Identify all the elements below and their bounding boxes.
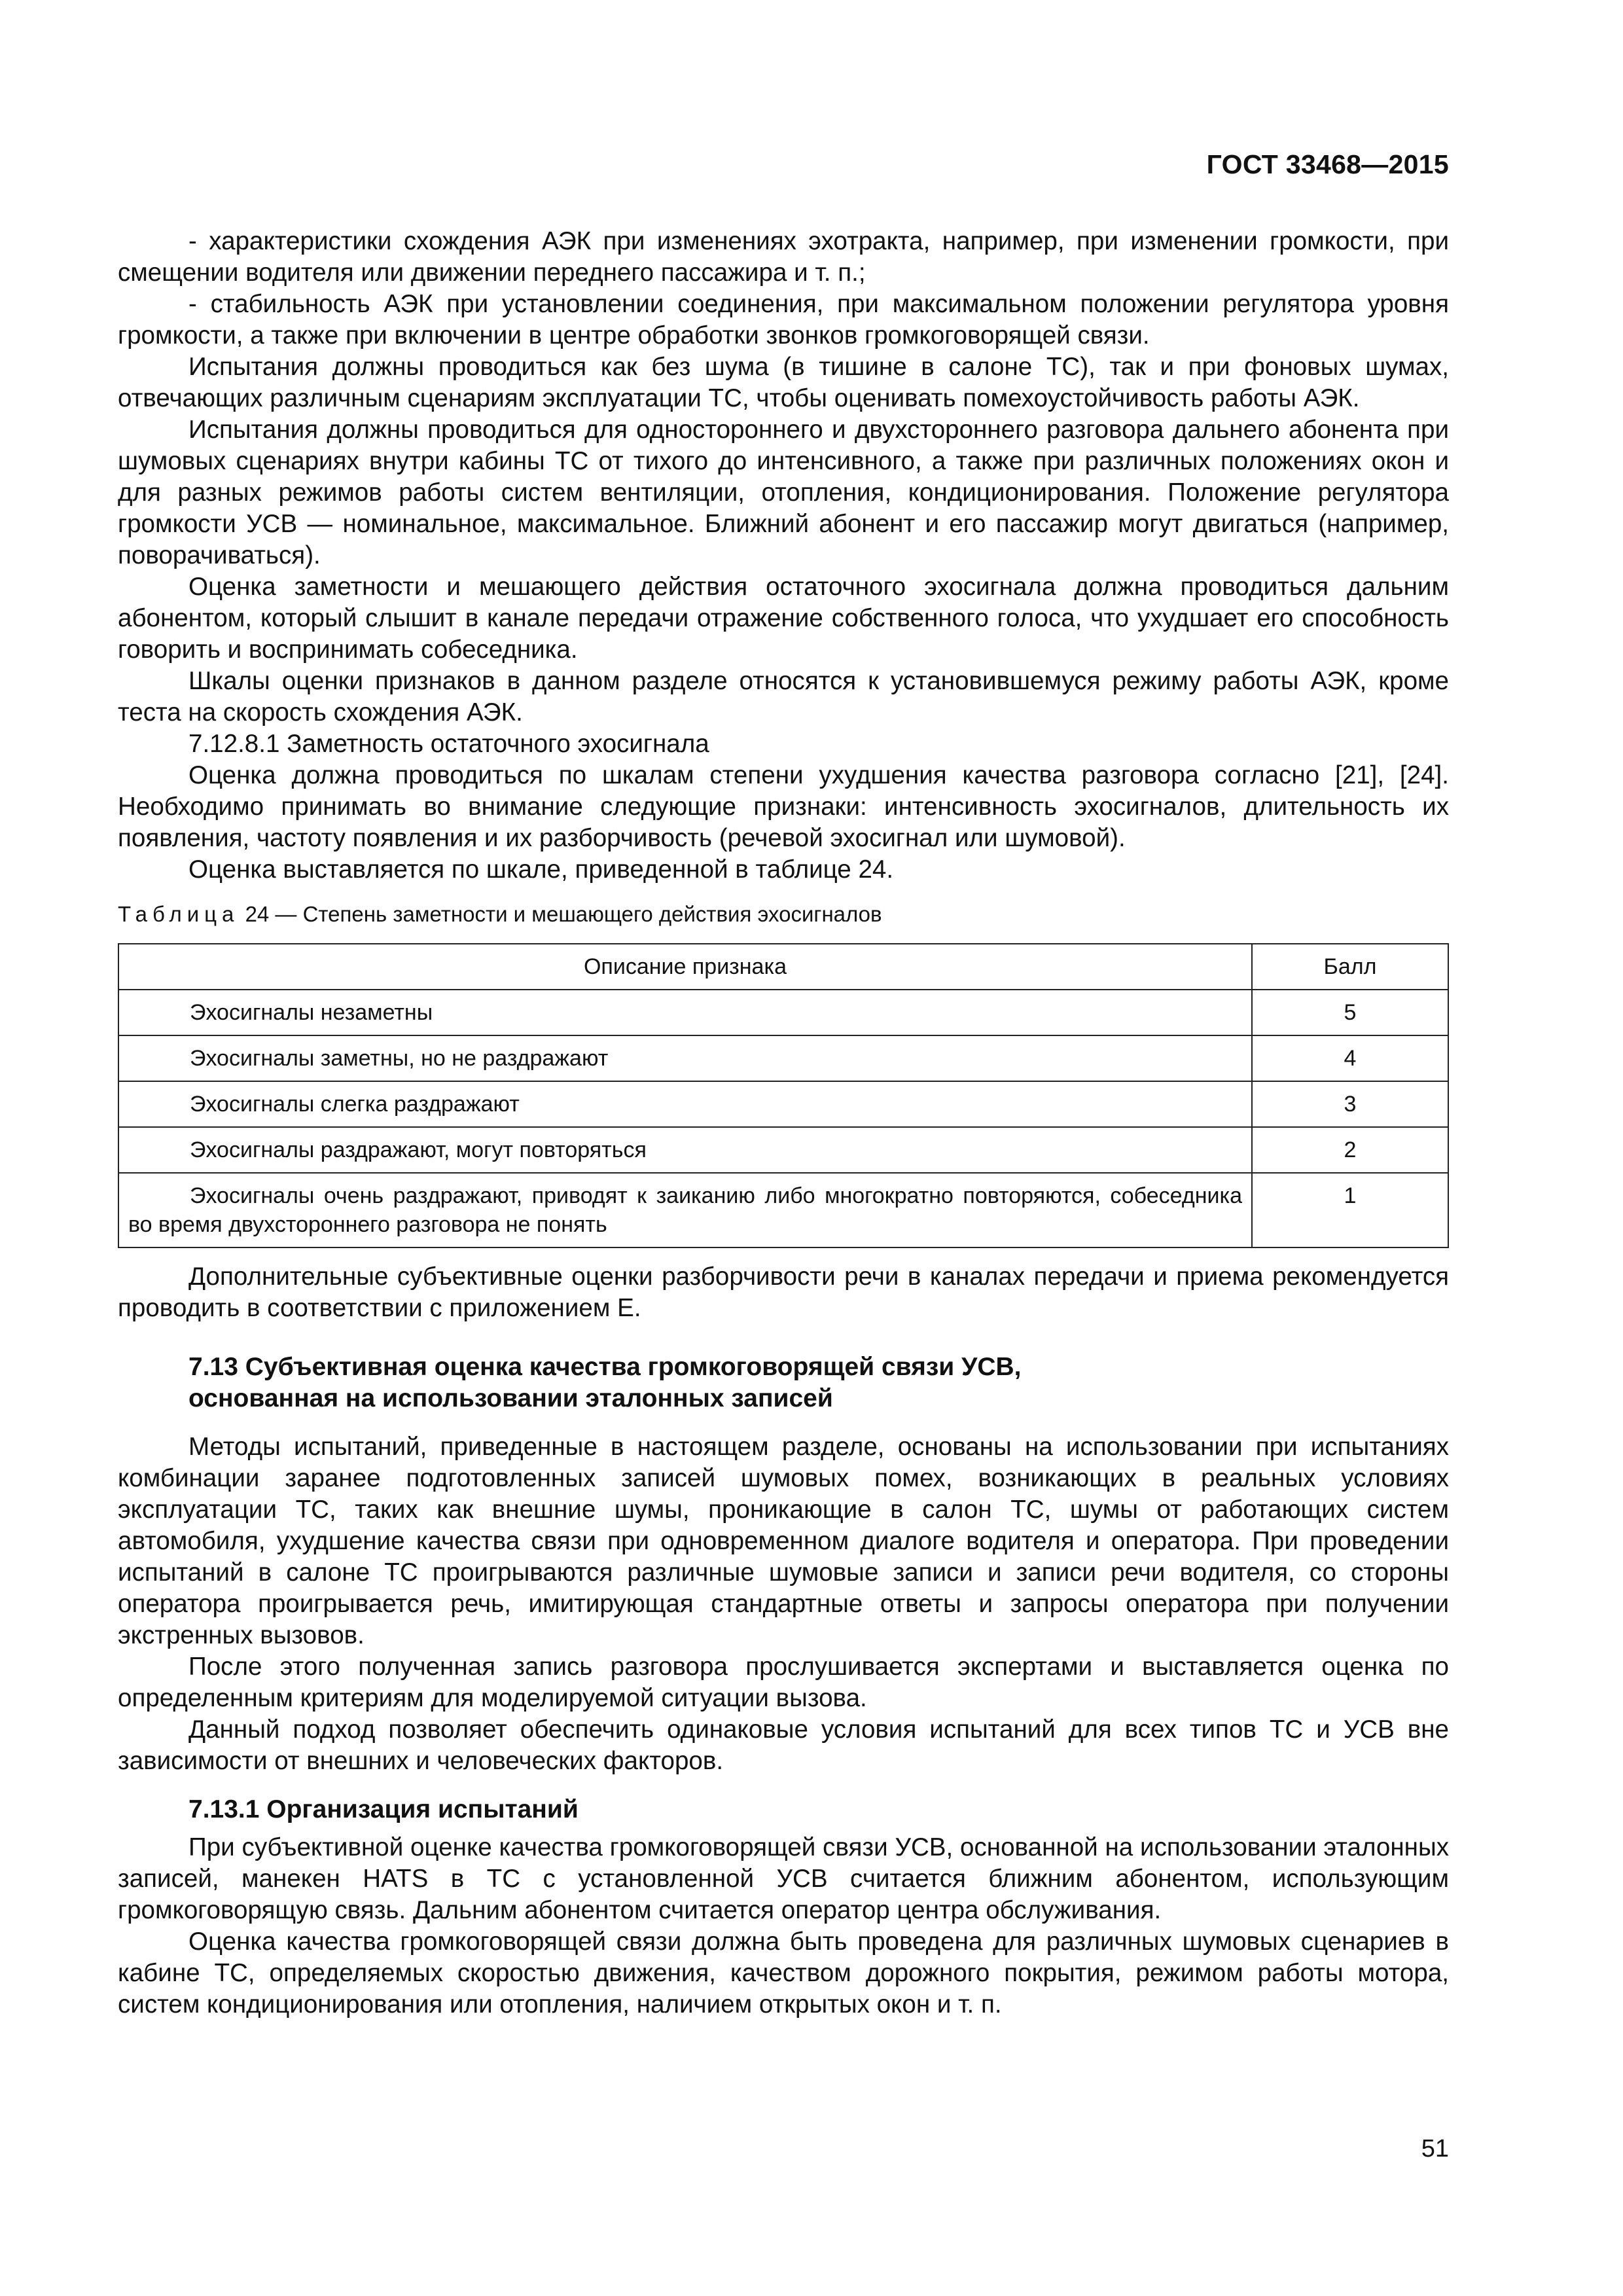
paragraph: Методы испытаний, приведенные в настоящем разделе, основаны на использовании при испытаниях комбинации заранее подготовленных записей шумовых помех, возникающих в реальных условиях эксплуатации ТС, таких как внешние шумы, проникающие в салон ТС, шумы от работающих систем автомобиля, ухудшение качества связи при одновременном диалоге водителя и оператора. При проведении испытаний в салоне ТС проигрываются различные шумовые записи и записи речи водителя, со стороны оператора проигрывается речь, имитирующая стандартные ответы и запросы оператора при получении экстренных вызовов.	[118, 1433, 1449, 1649]
table-cell-description: Эхосигналы незаметны	[118, 990, 1252, 1035]
page-content	[118, 226, 1449, 2020]
table-caption-text: 24 — Степень заметности и мешающего действия эхосигналов	[245, 902, 882, 926]
table-row	[118, 1035, 1448, 1081]
paragraph: Дополнительные субъективные оценки разборчивости речи в каналах передачи и приема рекомендуется проводить в соответствии с приложением Е.	[118, 1263, 1449, 1322]
table-row	[118, 1173, 1448, 1247]
table-caption	[118, 900, 1449, 929]
table-header-row	[118, 944, 1448, 990]
paragraph: Испытания должны проводиться для одностороннего и двухстороннего разговора дальнего абонента при шумовых сценариях внутри кабины ТС от тихого до интенсивного, а также при различных положениях окон и для разных режимов работы систем вентиляции, отопления, кондиционирования. Положение регулятора громкости УСВ — номинальное, максимальное. Ближний абонент и его пассажир могут двигаться (например, поворачиваться).	[118, 416, 1449, 569]
paragraph: Оценка качества громкоговорящей связи должна быть проведена для различных шумовых сценариев в кабине ТС, определяемых скоростью движения, качеством дорожного покрытия, режимом работы мотора, систем кондиционирования или отопления, наличием открытых окон и т. п.	[118, 1928, 1449, 2018]
section-heading-7-13	[118, 1352, 1449, 1414]
paragraph: Оценка должна проводиться по шкалам степени ухудшения качества разговора согласно [21], [24]. Необходимо принимать во внимание следующие признаки: интенсивность эхосигналов, длительность их появления, частоту появления и их разборчивость (речевой эхосигнал или шумовой).	[118, 761, 1449, 852]
document-page	[118, 0, 1449, 2296]
table-row	[118, 1127, 1448, 1173]
section-heading-7-13-1: 7.13.1 Организация испытаний	[188, 1795, 579, 1823]
paragraph: Испытания должны проводиться как без шума (в тишине в салоне ТС), так и при фоновых шумах, отвечающих различным сценариям эксплуатации ТС, чтобы оценивать помехоустойчивость работы АЭК.	[118, 353, 1449, 412]
section-heading-line: основанная на использовании эталонных записей	[188, 1384, 833, 1412]
paragraph: Данный подход позволяет обеспечить одинаковые условия испытаний для всех типов ТС и УСВ вне зависимости от внешних и человеческих факторов.	[118, 1715, 1449, 1775]
section-heading-line: 7.13 Субъективная оценка качества громкоговорящей связи УСВ,	[188, 1353, 1022, 1381]
subsection-heading-7-12-8-1: 7.12.8.1 Заметность остаточного эхосигнала	[188, 730, 709, 758]
table-cell-score: 4	[1252, 1035, 1448, 1081]
table-cell-score: 2	[1252, 1127, 1448, 1173]
table-row	[118, 1081, 1448, 1127]
table-row	[118, 990, 1448, 1035]
echo-rating-table	[118, 943, 1449, 1248]
table-cell-description: Эхосигналы раздражают, могут повторяться	[118, 1127, 1252, 1173]
table-caption-label: Таблица	[118, 902, 240, 926]
paragraph: - стабильность АЭК при установлении соединения, при максимальном положении регулятора уровня громкости, а также при включении в центре обработки звонков громкоговорящей связи.	[118, 290, 1449, 350]
column-header-description: Описание признака	[118, 944, 1252, 990]
paragraph: После этого полученная запись разговора прослушивается экспертами и выставляется оценка по определенным критериям для моделируемой ситуации вызова.	[118, 1653, 1449, 1712]
paragraph: Оценка заметности и мешающего действия остаточного эхосигнала должна проводиться дальним абонентом, который слышит в канале передачи отражение собственного голоса, что ухудшает его способность говорить и воспринимать собеседника.	[118, 573, 1449, 664]
paragraph: Шкалы оценки признаков в данном разделе относятся к установившемуся режиму работы АЭК, кроме теста на скорость схождения АЭК.	[118, 667, 1449, 726]
table-cell-score: 5	[1252, 990, 1448, 1035]
table-cell-description: Эхосигналы очень раздражают, приводят к заиканию либо многократно повторяются, собеседника во время двухстороннего разговора не понять	[118, 1173, 1252, 1247]
table-cell-description: Эхосигналы слегка раздражают	[118, 1081, 1252, 1127]
column-header-score: Балл	[1252, 944, 1448, 990]
table-cell-score: 3	[1252, 1081, 1448, 1127]
document-id-header: ГОСТ 33468—2015	[1206, 149, 1449, 179]
table-cell-score: 1	[1252, 1173, 1448, 1247]
paragraph: Оценка выставляется по шкале, приведенной в таблице 24.	[188, 855, 894, 884]
paragraph: При субъективной оценке качества громкоговорящей связи УСВ, основанной на использовании эталонных записей, манекен HATS в ТС с установленной УСВ считается ближним абонентом, использующим громкоговорящую связь. Дальним абонентом считается оператор центра обслуживания.	[118, 1833, 1449, 1924]
table-cell-description: Эхосигналы заметны, но не раздражают	[118, 1035, 1252, 1081]
page-number: 51	[1421, 2135, 1449, 2162]
paragraph: - характеристики схождения АЭК при изменениях эхотракта, например, при изменении громкости, при смещении водителя или движении переднего пассажира и т. п.;	[118, 227, 1449, 287]
